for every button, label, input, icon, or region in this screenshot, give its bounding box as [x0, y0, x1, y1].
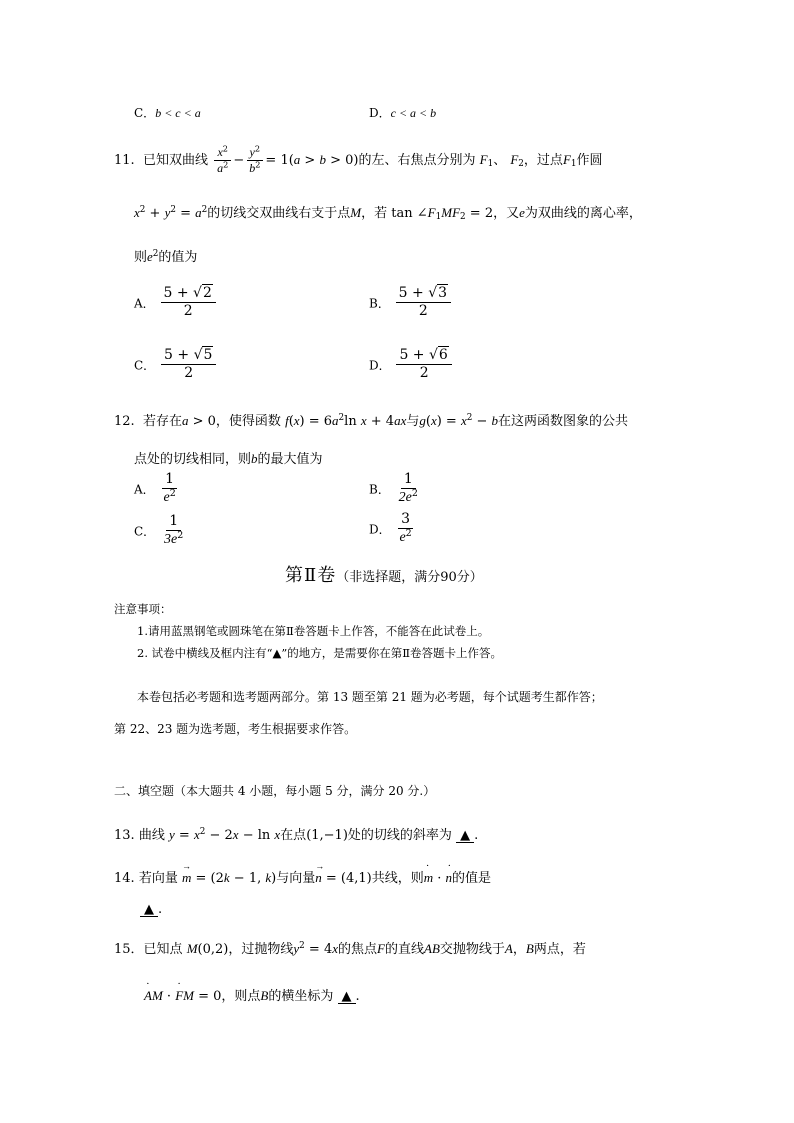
q12-option-d: D． $\frac{3}{e^2}$ — [369, 511, 412, 546]
part2-heading: 第Ⅱ卷（非选择题，满分90分） — [285, 565, 483, 586]
q12-line-2: 点处的切线相同，则b的最大值为 — [134, 451, 323, 467]
q11-option-d: D． $\frac{5 + √6}{2}$ — [369, 348, 454, 382]
q12-line-1: 12. 若存在a > 0，使得函数 $f(x) = 6a^2\ln$ x + 4ax与$g(x) = x^2 - b$在这两函数图象的公共 — [114, 413, 629, 429]
q12-option-c: C． $\frac{1}{3e^2}$ — [134, 513, 184, 548]
notice-item-2: 2. 试卷中横线及框内注有“▲”的地方，是需要你在第Ⅱ卷答题卡上作答。 — [137, 646, 503, 660]
q11-line-2: $x^2 + y^2 = a^2$的切线交双曲线右支于点M，若 $\tan \angle F_1MF_2 = 2$，又e为双曲线的离心率， — [134, 205, 642, 222]
q11-option-c: C． $\frac{5 + √5}{2}$ — [134, 348, 218, 382]
q12-option-b: B． $\frac{1}{2e^2}$ — [369, 471, 418, 506]
q11-line-3: 则$e^2$的值为 — [134, 249, 198, 265]
q13: 13. 曲线 $y = x^2 - 2x - \ln x$在点(1,−1)处的切线的斜率为 ▲ . — [114, 827, 479, 843]
q10-option-d: D．c < a < b — [369, 106, 437, 120]
q12-option-a: A． $\frac{1}{e^2}$ — [134, 471, 176, 506]
q15-answer-blank: ▲ — [338, 990, 356, 1004]
q15-line-2: · AM · · FM = 0，则点B的横坐标为 ▲ . — [144, 985, 360, 1004]
q15-line-1: 15．已知点 M(0,2)，过抛物线$y^2 = 4x$的焦点F的直线AB交抛物线于A，B两点，若 — [114, 941, 586, 957]
q11-option-b: B． $\frac{5 + √3}{2}$ — [369, 286, 453, 320]
notice-title: 注意事项： — [114, 602, 172, 616]
q14-line-2: ▲ . — [140, 902, 162, 917]
q14-answer-blank: ▲ — [140, 903, 158, 917]
q11-option-a: A． $\frac{5 + √2}{2}$ — [134, 286, 218, 320]
notice-item-1: 1.请用蓝黑钢笔或圆珠笔在第Ⅱ卷答题卡上作答，不能答在此试卷上。 — [137, 624, 490, 638]
q13-answer-blank: ▲ — [456, 829, 474, 843]
q10-option-c: C．b < c < a — [134, 106, 201, 120]
intro-line-2: 第 22、23 题为选考题，考生根据要求作答。 — [114, 722, 357, 736]
q11-line-1: 11. 已知双曲线 $\frac{x^2}{a^2}$ − $\frac{y^2}{b^2}$ = 1(a > b > 0)的左、右焦点分别为 $F_1$、 $F_2$，过点$F_1$作圆 — [114, 143, 603, 175]
q14-line-1: 14. 若向量 → m = (2k − 1, k)与向量→ n = (4,1)共线，则· m · · n的值是 — [114, 867, 491, 886]
section-title: 二、填空题（本大题共 4 小题，每小题 5 分，满分 20 分.） — [114, 784, 436, 798]
intro-line-1: 本卷包括必考题和选考题两部分。第 13 题至第 21 题为必考题，每个试题考生都作答； — [137, 690, 603, 704]
